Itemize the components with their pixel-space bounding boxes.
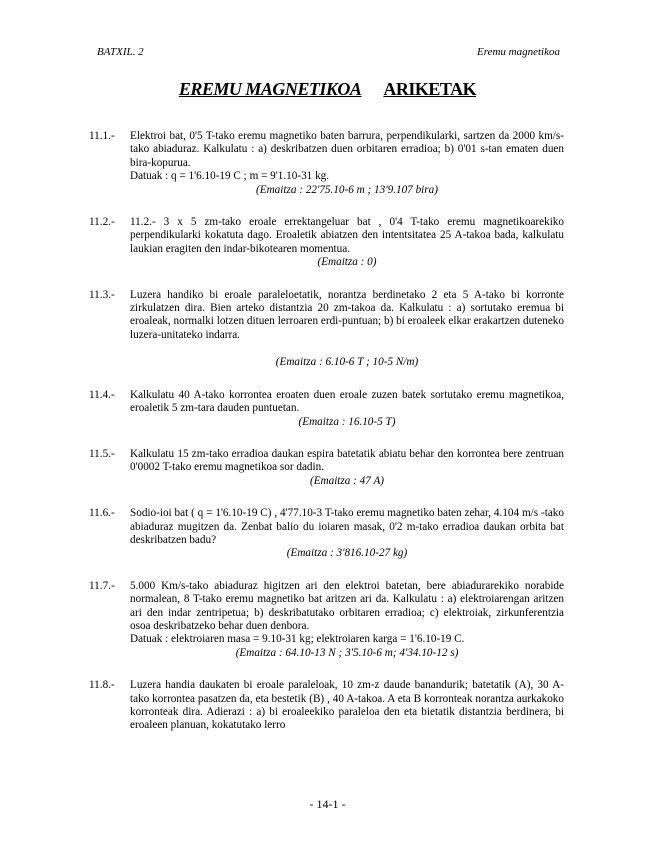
header-right: Eremu magnetikoa bbox=[477, 46, 560, 58]
exercise-11-5 bbox=[89, 448, 564, 488]
exercise-11-6 bbox=[89, 507, 564, 561]
exercise-number: 11.4.- bbox=[89, 388, 115, 401]
exercise-11-7 bbox=[89, 580, 564, 660]
exercise-number: 11.5.- bbox=[89, 447, 115, 460]
exercise-data: Datuak : elektroiaren masa = 9.10-31 kg; elektroiaren karga = 1'6.10-19 C. bbox=[130, 633, 465, 646]
exercise-result: (Emaitza : 64.10-13 N ; 3'5.10-6 m; 4'34.10-12 s) bbox=[235, 646, 459, 659]
exercise-list bbox=[89, 130, 564, 733]
exercise-11-1 bbox=[89, 130, 564, 197]
page-number: - 14-1 - bbox=[309, 797, 346, 811]
exercise-11-4 bbox=[89, 389, 564, 429]
exercise-11-2 bbox=[89, 216, 564, 270]
exercise-text: Sodio-ioi bat ( q = 1'6.10-19 C) , 4'77.10-3 T-tako eremu magnetiko baten zehar, 4.104 m/s -tako abiaduraz mugitzen da. Zenbat balio du ioiaren masak, 0'2 m-tako erradioa daukan orbita bat deskribatzen badu? bbox=[130, 507, 564, 546]
exercise-text: Elektroi bat, 0'5 T-tako eremu magnetiko baten barrura, perpendikularki, sartzen da 2000 km/s-tako abiaduraz. Kalkulatu : a) deskribatzen duen orbitaren erradioa; b) 0'01 s-tan ematen duen bira-kopurua. bbox=[130, 130, 564, 169]
header-left: BATXIL. 2 bbox=[97, 46, 144, 58]
exercise-11-3 bbox=[89, 289, 564, 370]
exercise-data: Datuak : q = 1'6.10-19 C ; m = 9'1.10-31 kg. bbox=[130, 170, 330, 183]
exercise-number: 11.7.- bbox=[89, 579, 115, 592]
title-part-1: EREMU MAGNETIKOA bbox=[178, 79, 362, 99]
exercise-text: 5.000 Km/s-tako abiaduraz higitzen ari den elektroi batetan, bere abiadurarekiko norabide normalean, 8 T-tako eremu magnetiko bat aritzen ari da. Kalkulatu : a) elektroiarengan aritzen ari den indar zentripetua; b) deskribatutako orbitaren erradioa; c) elektroiak, zirkunferentzia osoa deskribatzeko behar duen denbora. bbox=[130, 579, 564, 632]
exercise-text: Kalkulatu 40 A-tako korrontea eroaten duen eroale zuzen batek sortutako eremu magnetikoa, eroaletik 5 zm-tara dauden puntuetan. bbox=[130, 388, 564, 415]
exercise-text: Kalkulatu 15 zm-tako erradioa daukan espira batetatik abiatu behar den korrontea bere zentruan 0'0002 T-tako eremu magnetikoa sor dadin. bbox=[130, 447, 564, 474]
exercise-number: 11.1.- bbox=[89, 130, 115, 142]
exercise-result: (Emaitza : 16.10-5 T) bbox=[298, 415, 396, 428]
title-part-2: ARIKETAK bbox=[383, 79, 477, 99]
exercise-result: (Emaitza : 3'816.10-27 kg) bbox=[286, 547, 408, 560]
exercise-text: Luzera handiko bi eroale paraleloetatik, norantza berdinetako 2 eta 5 A-tako bi korronte zirkulatzen dira. Bien arteko distantzia 20 zm-takoa da. Kalkulatu : a) sortutako eremua bi eroaleak, normalki lotzen dituen lerroaren erdi-puntuan; b) bi eroaleek elkar erakartzen duteneko luzera-unitateko indarra. bbox=[130, 288, 564, 341]
page-title bbox=[0, 79, 655, 100]
exercise-number: 11.6.- bbox=[89, 507, 115, 520]
exercise-result: (Emaitza : 0) bbox=[317, 256, 377, 269]
exercise-number: 11.8.- bbox=[89, 679, 115, 692]
exercise-text: 11.2.- 3 x 5 zm-tako eroale errektangeluar bat , 0'4 T-tako eremu magnetikoarekiko perpendikularki kokatuta dago. Eroaletik abiatzen den intentsitatea 25 A-takoa bada, kalkulatu laukian eragiten den indar-bikotearen momentua. bbox=[130, 216, 564, 255]
exercise-11-8 bbox=[89, 679, 564, 733]
exercise-result: (Emaitza : 22'75.10-6 m ; 13'9.107 bira) bbox=[256, 183, 438, 196]
exercise-text: Luzera handia daukaten bi eroale paraleloak, 10 zm-z daude banandurik; batetatik (A), 30 A-tako korrontea pasatzen da, eta bestetik (B) , 40 A-takoa. A eta B korronteak norantza aurkakoko korronteak dira. Adierazi : a) bi eroaleekiko paraleloa den eta bietatik distantzia berdinera, bi eroaleen planuan, kokatutako lerro bbox=[130, 679, 564, 732]
exercise-result: (Emaitza : 47 A) bbox=[309, 474, 385, 487]
exercise-result: (Emaitza : 6.10-6 T ; 10-5 N/m) bbox=[275, 356, 419, 369]
exercise-number: 11.3.- bbox=[89, 288, 115, 301]
exercise-number: 11.2.- bbox=[89, 216, 115, 229]
